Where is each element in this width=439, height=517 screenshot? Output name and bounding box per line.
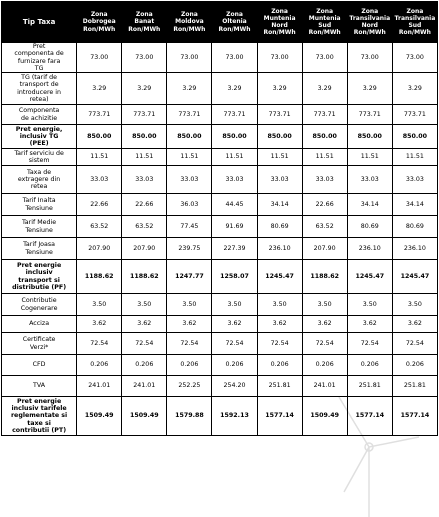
header-zone-line: Transilvania xyxy=(394,14,436,22)
value-cell: 850.00 xyxy=(302,125,347,149)
value-cell: 3.62 xyxy=(77,316,122,333)
value-cell: 22.66 xyxy=(122,194,167,216)
row-label xyxy=(2,166,77,194)
value-cell: 850.00 xyxy=(122,125,167,149)
value-cell: 850.00 xyxy=(257,125,302,149)
row-label-line: de achizitie xyxy=(21,114,58,122)
row-label-line: Tensiune xyxy=(25,226,53,234)
row-label-line: Tarif Joasa xyxy=(23,241,56,249)
value-cell: 11.51 xyxy=(347,149,392,166)
row-label-line: Pret energie xyxy=(16,262,62,270)
row-label-line: CFD xyxy=(32,361,46,369)
value-cell: 850.00 xyxy=(77,125,122,149)
value-cell: 3.62 xyxy=(122,316,167,333)
value-cell: 33.03 xyxy=(122,166,167,194)
header-zone-line: Moldova xyxy=(175,18,204,26)
row-label-line: TG xyxy=(34,64,44,72)
value-cell: 0.206 xyxy=(392,355,437,376)
row-label xyxy=(2,397,77,436)
value-cell: 773.71 xyxy=(122,105,167,125)
row-label-line: taxe si xyxy=(27,419,51,427)
value-cell: 72.54 xyxy=(77,333,122,355)
value-cell: 11.51 xyxy=(257,149,302,166)
table-row xyxy=(2,43,438,73)
value-cell: 33.03 xyxy=(257,166,302,194)
table-row xyxy=(2,260,438,294)
header-zone-line: Muntenia xyxy=(263,14,296,22)
row-label-line: Tarif Medie xyxy=(22,219,57,227)
value-cell: 33.03 xyxy=(347,166,392,194)
value-cell: 3.29 xyxy=(347,73,392,105)
value-cell: 0.206 xyxy=(302,355,347,376)
row-label-line: Tensiune xyxy=(25,248,53,256)
tariff-table xyxy=(1,1,438,436)
value-cell: 3.29 xyxy=(122,73,167,105)
header-zone-line: Zona xyxy=(271,7,288,15)
value-cell: 72.54 xyxy=(257,333,302,355)
value-cell: 1577.14 xyxy=(347,397,392,436)
row-label xyxy=(2,73,77,105)
value-cell: 11.51 xyxy=(392,149,437,166)
header-zone-line: Sud xyxy=(318,22,332,29)
header-zone-line: Zona xyxy=(181,11,198,19)
row-label xyxy=(2,194,77,216)
value-cell: 73.00 xyxy=(212,43,257,73)
table-row xyxy=(2,294,438,316)
header-zone-line: Ron/MWh xyxy=(398,29,431,37)
header-zone-line: Ron/MWh xyxy=(308,29,341,37)
row-label xyxy=(2,149,77,166)
row-label-line: introducere in xyxy=(17,88,62,96)
value-cell: 80.69 xyxy=(257,216,302,238)
table-row xyxy=(2,355,438,376)
row-label-line: transport si xyxy=(18,276,60,284)
header-zone-line: Nord xyxy=(271,22,288,29)
value-cell: 251.81 xyxy=(257,376,302,397)
value-cell: 72.54 xyxy=(167,333,212,355)
header-zone xyxy=(77,2,122,43)
table-row xyxy=(2,397,438,436)
value-cell: 22.66 xyxy=(302,194,347,216)
value-cell: 3.50 xyxy=(212,294,257,316)
value-cell: 73.00 xyxy=(77,43,122,73)
row-label-line: contributii (PT) xyxy=(12,426,67,434)
row-label xyxy=(2,125,77,149)
value-cell: 63.52 xyxy=(122,216,167,238)
value-cell: 3.29 xyxy=(77,73,122,105)
value-cell: 34.14 xyxy=(257,194,302,216)
row-label-line: Pret energie xyxy=(16,397,62,405)
value-cell: 11.51 xyxy=(77,149,122,166)
row-label-line: Verzi* xyxy=(29,343,49,351)
header-row xyxy=(2,2,438,43)
row-label-line: inclusiv TG xyxy=(19,132,59,140)
header-zone xyxy=(302,2,347,43)
header-zone xyxy=(212,2,257,43)
value-cell: 63.52 xyxy=(77,216,122,238)
header-zone-line: Nord xyxy=(361,22,378,29)
value-cell: 239.75 xyxy=(167,238,212,260)
row-label xyxy=(2,260,77,294)
value-cell: 91.69 xyxy=(212,216,257,238)
value-cell: 73.00 xyxy=(122,43,167,73)
value-cell: 36.03 xyxy=(167,194,212,216)
value-cell: 241.01 xyxy=(122,376,167,397)
header-zone xyxy=(167,2,212,43)
value-cell: 0.206 xyxy=(347,355,392,376)
row-label-line: sistem xyxy=(28,157,50,164)
value-cell: 33.03 xyxy=(167,166,212,194)
value-cell: 241.01 xyxy=(77,376,122,397)
row-label xyxy=(2,333,77,355)
value-cell: 3.29 xyxy=(167,73,212,105)
value-cell: 72.54 xyxy=(302,333,347,355)
row-label xyxy=(2,238,77,260)
value-cell: 1579.88 xyxy=(167,397,212,436)
value-cell: 3.29 xyxy=(392,73,437,105)
row-label-line: extragere din xyxy=(17,175,61,183)
value-cell: 1247.77 xyxy=(167,260,212,294)
row-label-line: Pret xyxy=(32,43,46,51)
value-cell: 773.71 xyxy=(257,105,302,125)
value-cell: 3.29 xyxy=(302,73,347,105)
header-zone xyxy=(347,2,392,43)
row-label xyxy=(2,294,77,316)
value-cell: 0.206 xyxy=(167,355,212,376)
row-label-line: retea xyxy=(30,183,48,191)
table-row xyxy=(2,333,438,355)
value-cell: 3.62 xyxy=(392,316,437,333)
value-cell: 3.50 xyxy=(122,294,167,316)
value-cell: 227.39 xyxy=(212,238,257,260)
value-cell: 850.00 xyxy=(392,125,437,149)
value-cell: 850.00 xyxy=(167,125,212,149)
header-zone-line: Ron/MWh xyxy=(263,29,296,37)
row-label-line: componenta de xyxy=(14,50,64,58)
header-zone xyxy=(392,2,437,43)
value-cell: 1188.62 xyxy=(122,260,167,294)
row-label-line: Acciza xyxy=(29,320,50,328)
header-zone xyxy=(257,2,302,43)
value-cell: 73.00 xyxy=(167,43,212,73)
value-cell: 1509.49 xyxy=(77,397,122,436)
value-cell: 773.71 xyxy=(302,105,347,125)
header-zone-line: Zona xyxy=(90,11,108,19)
value-cell: 72.54 xyxy=(122,333,167,355)
value-cell: 72.54 xyxy=(212,333,257,355)
table-body xyxy=(2,43,438,436)
value-cell: 207.90 xyxy=(122,238,167,260)
header-zone-line: Ron/MWh xyxy=(218,25,251,33)
value-cell: 77.45 xyxy=(167,216,212,238)
value-cell: 34.14 xyxy=(392,194,437,216)
value-cell: 1258.07 xyxy=(212,260,257,294)
value-cell: 73.00 xyxy=(347,43,392,73)
value-cell: 773.71 xyxy=(347,105,392,125)
value-cell: 34.14 xyxy=(347,194,392,216)
value-cell: 1509.49 xyxy=(302,397,347,436)
value-cell: 251.81 xyxy=(392,376,437,397)
value-cell: 251.81 xyxy=(347,376,392,397)
value-cell: 44.45 xyxy=(212,194,257,216)
value-cell: 773.71 xyxy=(212,105,257,125)
header-tip-taxa: Tip Taxa xyxy=(2,2,77,43)
value-cell: 0.206 xyxy=(212,355,257,376)
value-cell: 207.90 xyxy=(77,238,122,260)
row-label-line: (PEE) xyxy=(29,140,49,148)
value-cell: 3.62 xyxy=(167,316,212,333)
value-cell: 33.03 xyxy=(212,166,257,194)
row-label-line: inclusiv xyxy=(25,269,53,277)
value-cell: 11.51 xyxy=(212,149,257,166)
value-cell: 63.52 xyxy=(302,216,347,238)
value-cell: 0.206 xyxy=(122,355,167,376)
header-zone-line: Muntenia xyxy=(308,14,341,22)
table-row xyxy=(2,194,438,216)
header-zone-line: Ron/MWh xyxy=(83,25,116,33)
value-cell: 1188.62 xyxy=(302,260,347,294)
value-cell: 3.50 xyxy=(392,294,437,316)
value-cell: 3.50 xyxy=(302,294,347,316)
value-cell: 0.206 xyxy=(77,355,122,376)
value-cell: 3.50 xyxy=(257,294,302,316)
value-cell: 72.54 xyxy=(392,333,437,355)
value-cell: 3.62 xyxy=(257,316,302,333)
value-cell: 73.00 xyxy=(257,43,302,73)
value-cell: 254.20 xyxy=(212,376,257,397)
header-zone-line: Transilvania xyxy=(349,14,391,22)
value-cell: 236.10 xyxy=(257,238,302,260)
value-cell: 3.50 xyxy=(347,294,392,316)
value-cell: 11.51 xyxy=(167,149,212,166)
value-cell: 773.71 xyxy=(392,105,437,125)
value-cell: 80.69 xyxy=(347,216,392,238)
row-label xyxy=(2,216,77,238)
row-label-line: TVA xyxy=(33,382,46,390)
table-row xyxy=(2,216,438,238)
row-label-line: Componenta xyxy=(18,107,60,115)
header-zone-line: Ron/MWh xyxy=(353,29,386,37)
header-zone-line: Oltenia xyxy=(222,18,247,26)
row-label xyxy=(2,105,77,125)
value-cell: 1245.47 xyxy=(347,260,392,294)
value-cell: 1245.47 xyxy=(392,260,437,294)
value-cell: 3.62 xyxy=(212,316,257,333)
row-label-line: retea) xyxy=(29,95,49,103)
row-label xyxy=(2,43,77,73)
value-cell: 73.00 xyxy=(302,43,347,73)
value-cell: 1577.14 xyxy=(257,397,302,436)
value-cell: 3.50 xyxy=(167,294,212,316)
value-cell: 207.90 xyxy=(302,238,347,260)
value-cell: 33.03 xyxy=(302,166,347,194)
header-zone xyxy=(122,2,167,43)
row-label xyxy=(2,376,77,397)
value-cell: 252.25 xyxy=(167,376,212,397)
row-label xyxy=(2,355,77,376)
value-cell: 1592.13 xyxy=(212,397,257,436)
value-cell: 1509.49 xyxy=(122,397,167,436)
row-label xyxy=(2,316,77,333)
header-zone-line: Zona xyxy=(406,7,424,15)
row-label-line: Cogenerare xyxy=(20,304,58,312)
row-label-line: furnizare fara xyxy=(17,57,61,65)
value-cell: 11.51 xyxy=(302,149,347,166)
value-cell: 33.03 xyxy=(77,166,122,194)
value-cell: 1188.62 xyxy=(77,260,122,294)
value-cell: 3.62 xyxy=(347,316,392,333)
row-label-line: Tensiune xyxy=(25,204,53,212)
value-cell: 850.00 xyxy=(347,125,392,149)
header-zone-line: Zona xyxy=(135,11,153,19)
row-label-line: distributie (PF) xyxy=(12,283,67,291)
header-zone-line: Banat xyxy=(134,18,155,26)
header-zone-line: Zona xyxy=(316,7,334,15)
row-label-line: Taxa de xyxy=(27,168,52,176)
value-cell: 3.50 xyxy=(77,294,122,316)
header-zone-line: Zona xyxy=(361,7,379,15)
row-label-line: Certificate xyxy=(22,336,56,344)
header-zone-line: Dobrogea xyxy=(82,18,116,26)
table-row xyxy=(2,149,438,166)
table-row xyxy=(2,166,438,194)
value-cell: 236.10 xyxy=(392,238,437,260)
value-cell: 80.69 xyxy=(392,216,437,238)
value-cell: 241.01 xyxy=(302,376,347,397)
value-cell: 773.71 xyxy=(77,105,122,125)
value-cell: 0.206 xyxy=(257,355,302,376)
row-label-line: transport de xyxy=(19,81,59,89)
value-cell: 236.10 xyxy=(347,238,392,260)
row-label-line: inclusiv tarifele xyxy=(11,405,67,413)
table-header xyxy=(2,2,438,43)
header-zone-line: Zona xyxy=(226,11,243,19)
row-label-line: Pret energie, xyxy=(15,125,63,133)
row-label-line: TG (tarif de xyxy=(21,74,58,82)
header-zone-line: Ron/MWh xyxy=(128,25,161,33)
header-zone-line: Sud xyxy=(408,22,422,29)
value-cell: 3.29 xyxy=(257,73,302,105)
value-cell: 11.51 xyxy=(122,149,167,166)
value-cell: 33.03 xyxy=(392,166,437,194)
value-cell: 73.00 xyxy=(392,43,437,73)
row-label-line: reglementate si xyxy=(10,412,68,420)
value-cell: 850.00 xyxy=(212,125,257,149)
row-label-line: Tarif serviciu de xyxy=(14,149,64,157)
header-zone-line: Ron/MWh xyxy=(173,25,206,33)
table-row xyxy=(2,238,438,260)
table-row xyxy=(2,125,438,149)
value-cell: 72.54 xyxy=(347,333,392,355)
value-cell: 1577.14 xyxy=(392,397,437,436)
table-row xyxy=(2,316,438,333)
table-row xyxy=(2,376,438,397)
row-label-line: Contributie xyxy=(21,297,57,305)
row-label-line: Tarif Inalta xyxy=(22,197,56,205)
table-row xyxy=(2,73,438,105)
value-cell: 1245.47 xyxy=(257,260,302,294)
value-cell: 3.29 xyxy=(212,73,257,105)
value-cell: 3.62 xyxy=(302,316,347,333)
table-row xyxy=(2,105,438,125)
value-cell: 22.66 xyxy=(77,194,122,216)
value-cell: 773.71 xyxy=(167,105,212,125)
